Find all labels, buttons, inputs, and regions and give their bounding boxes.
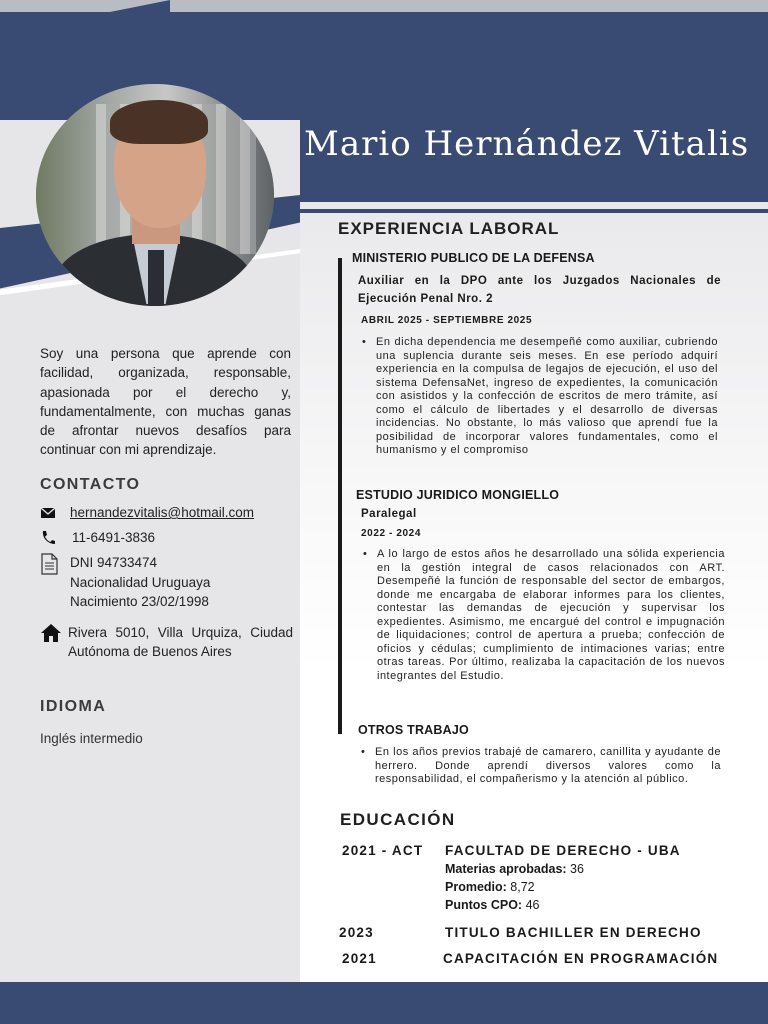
about-text: Soy una persona que aprende con facilidad, organizada, responsable, apasionada por el derecho y, fundamentalmente, con muchas ganas de afrontar nuevos desafíos para continuar con mi aprendizaje. <box>40 346 291 458</box>
name-underline <box>300 209 768 213</box>
job-org: MINISTERIO PUBLICO DE LA DEFENSA <box>352 251 595 265</box>
job-role: Auxiliar en la DPO ante los Juzgados Nacionales de Ejecución Penal Nro. 2 <box>358 275 721 305</box>
education-year: 2023 <box>339 925 374 940</box>
education-detail: Puntos CPO: 46 <box>445 898 540 912</box>
contact-phone: 11-6491-3836 <box>72 530 156 545</box>
language-value: Inglés intermedio <box>40 731 143 746</box>
job-description: • A lo largo de estos años he desarrollado una sólida experiencia en la gestión integral de casos relacionados con ART. Desempeñé la función de responsable del sector de embargos, donde me encargaba de elaborar informes para los clientes, contestar las demandas de ejecución y supervisar los expedientes. Asimismo, me encargué del control e impugnación de liquidaciones; control de apertura a prueba; confección de oficios y cédulas; cumplimiento de intimaciones varias; entre otras tareas. Por último, realizaba la capacitación de los nuevos integrantes del Estudio. <box>377 548 725 683</box>
language-heading: IDIOMA <box>40 698 107 715</box>
education-year: 2021 <box>342 951 377 966</box>
experience-heading: EXPERIENCIA LABORAL <box>338 219 560 238</box>
phone-icon <box>40 528 58 546</box>
education-detail: Promedio: 8,72 <box>445 880 535 894</box>
experience-timeline-bar <box>338 258 342 734</box>
candidate-name: Mario Hernández Vitalis <box>304 124 750 164</box>
contact-email[interactable]: hernandezvitalis@hotmail.com <box>70 505 255 520</box>
job-dates: ABRIL 2025 - SEPTIEMBRE 2025 <box>361 315 533 326</box>
education-title: TITULO BACHILLER EN DERECHO <box>445 925 702 940</box>
job-description: • En los años previos trabajé de camarero, canillita y ayudante de herrero. Donde aprendí diversos valores como la responsabilidad, el compañerismo y la atención al público. <box>375 746 721 787</box>
education-title: FACULTAD DE DERECHO - UBA <box>445 843 681 858</box>
footer-band <box>0 982 768 1024</box>
profile-photo <box>36 84 274 306</box>
education-year: 2021 - ACT <box>342 843 424 858</box>
contact-birth: Nacimiento 23/02/1998 <box>70 594 209 609</box>
job-description: • En dicha dependencia me desempeñé como auxiliar, cubriendo una suplencia durante seis meses. En ese período adquirí experiencia en la compulsa de legajos de ejecución, el uso del sistema DefensaNet, ingreso de expedientes, la comunicación con asistidos y la confección de escritos de mero trámite, así como el cálculo de libertades y el desarrollo de diversas incidencias. No obstante, lo más valioso que aprendí fue la posibilidad de incorporar valores fundamentales, como el humanismo y el compromiso <box>376 336 718 458</box>
contact-address: Rivera 5010, Villa Urquiza, Ciudad Autónoma de Buenos Aires <box>68 625 293 660</box>
document-icon <box>40 553 58 571</box>
contact-nationality: Nacionalidad Uruguaya <box>70 574 211 590</box>
mail-icon <box>40 503 58 521</box>
education-title: CAPACITACIÓN EN PROGRAMACIÓN <box>443 951 719 966</box>
top-strip <box>0 0 768 12</box>
job-org: ESTUDIO JURIDICO MONGIELLO <box>356 488 560 502</box>
job-role: Paralegal <box>361 508 417 520</box>
job-org: OTROS TRABAJO <box>358 723 469 737</box>
job-dates: 2022 - 2024 <box>361 528 421 539</box>
education-detail: Materias aprobadas: 36 <box>445 862 584 876</box>
education-heading: EDUCACIÓN <box>340 810 456 829</box>
contact-dni: DNI 94733474 <box>70 555 158 570</box>
home-icon <box>40 623 58 641</box>
contact-heading: CONTACTO <box>40 476 141 493</box>
